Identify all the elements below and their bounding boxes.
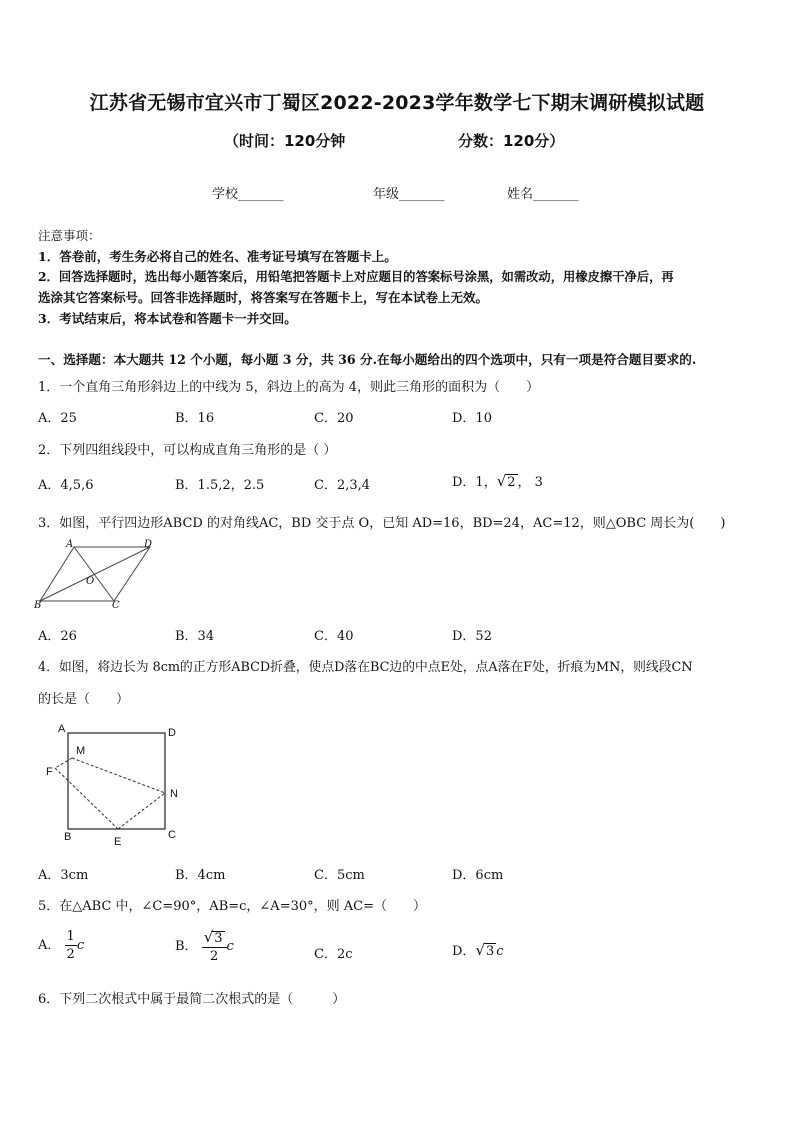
folded-square-figure xyxy=(40,720,190,850)
q3-option-c: C．40 xyxy=(314,629,354,644)
label-f: F xyxy=(46,766,53,778)
q5-option-a: A． $\frac{1}{2}$ c xyxy=(38,929,85,962)
total-score: 分数：120分） xyxy=(458,132,565,150)
notice-item-2-cont: 选涂其它答案标号。回答非选择题时，将答案写在答题卡上，写在本试卷上无效。 xyxy=(38,290,489,305)
q4-option-c: C．5cm xyxy=(314,868,365,883)
q5-option-b: B． $\frac{√3}{2}$ c xyxy=(175,928,234,964)
label-d: D xyxy=(144,539,153,550)
label-b: B xyxy=(64,831,72,843)
question-2: 2．下列四组线段中，可以构成直角三角形的是（ ） xyxy=(38,443,337,458)
name-field: 姓名_______ xyxy=(507,187,579,202)
label-o: O xyxy=(86,576,95,587)
label-d: D xyxy=(168,727,176,739)
time-limit: （时间：120分钟 xyxy=(224,132,346,150)
question-1: 1．一个直角三角形斜边上的中线为 5，斜边上的高为 4，则此三角形的面积为（ ） xyxy=(38,380,540,395)
label-c: C xyxy=(168,829,176,841)
q2-option-a: A．4,5,6 xyxy=(38,478,94,493)
q5-option-c: C．2c xyxy=(314,947,353,962)
label-a: A xyxy=(58,723,66,735)
q2-option-d: D．1，√2 ， 3 xyxy=(452,472,543,490)
q5-option-d: D．√3 c xyxy=(452,941,504,959)
notice-item-1: 1．答卷前，考生务必将自己的姓名、准考证号填写在答题卡上。 xyxy=(38,249,397,264)
school-field: 学校_______ xyxy=(212,187,284,202)
notice-item-2: 2．回答选择题时，选出每小题答案后，用铅笔把答题卡上对应题目的答案标号涂黑，如需改动，用橡皮擦干净后，再 xyxy=(38,269,674,284)
label-c: C xyxy=(112,600,120,610)
q3-option-b: B．34 xyxy=(175,629,215,644)
grade-field: 年级_______ xyxy=(373,187,445,202)
label-m: M xyxy=(76,745,86,757)
q3-option-a: A．26 xyxy=(38,629,77,644)
q1-option-a: A．25 xyxy=(38,411,77,426)
question-6: 6．下列二次根式中属于最简二次根式的是（ ） xyxy=(38,992,346,1007)
q2-option-c: C．2,3,4 xyxy=(314,478,371,493)
question-5: 5．在△ABC 中，∠C=90°，AB=c，∠A=30°，则 AC=（ ） xyxy=(38,899,426,914)
label-n: N xyxy=(170,788,178,800)
segment-mf xyxy=(55,758,72,768)
question-4-cont: 的长是（ ） xyxy=(38,692,130,707)
q4-option-a: A．3cm xyxy=(38,868,89,883)
exam-title: 江苏省无锡市宜兴市丁蜀区2022-2023学年数学七下期末调研模拟试题 xyxy=(89,92,705,114)
label-e: E xyxy=(114,836,122,848)
question-3: 3．如图，平行四边形ABCD 的对角线AC，BD 交于点 O，已知 AD=16，BD=24，AC=12，则△OBC 周长为( ) xyxy=(38,516,726,531)
segment-en xyxy=(118,793,165,829)
q1-option-d: D．10 xyxy=(452,411,492,426)
label-a: A xyxy=(66,539,74,550)
q4-option-d: D．6cm xyxy=(452,868,504,883)
question-4: 4．如图，将边长为 8cm的正方形ABCD折叠，使点D落在BC边的中点E处，点A落在F处，折痕为MN，则线段CN xyxy=(38,660,693,675)
label-b: B xyxy=(34,600,42,610)
q4-option-b: B．4cm xyxy=(175,868,226,883)
notice-item-3: 3．考试结束后，将本试卷和答题卡一并交回。 xyxy=(38,311,297,326)
q3-option-d: D．52 xyxy=(452,629,492,644)
crease-mn xyxy=(72,758,165,793)
q2-option-b: B．1.5,2，2.5 xyxy=(175,478,265,493)
notice-heading: 注意事项： xyxy=(38,228,101,243)
section-heading: 一、选择题：本大题共 12 个小题，每小题 3 分，共 36 分.在每小题给出的四个选项中，只有一项是符合题目要求的. xyxy=(38,352,697,367)
q1-option-b: B．16 xyxy=(175,411,215,426)
segment-fe xyxy=(55,768,118,829)
q1-option-c: C．20 xyxy=(314,411,354,426)
parallelogram-figure xyxy=(34,538,164,610)
